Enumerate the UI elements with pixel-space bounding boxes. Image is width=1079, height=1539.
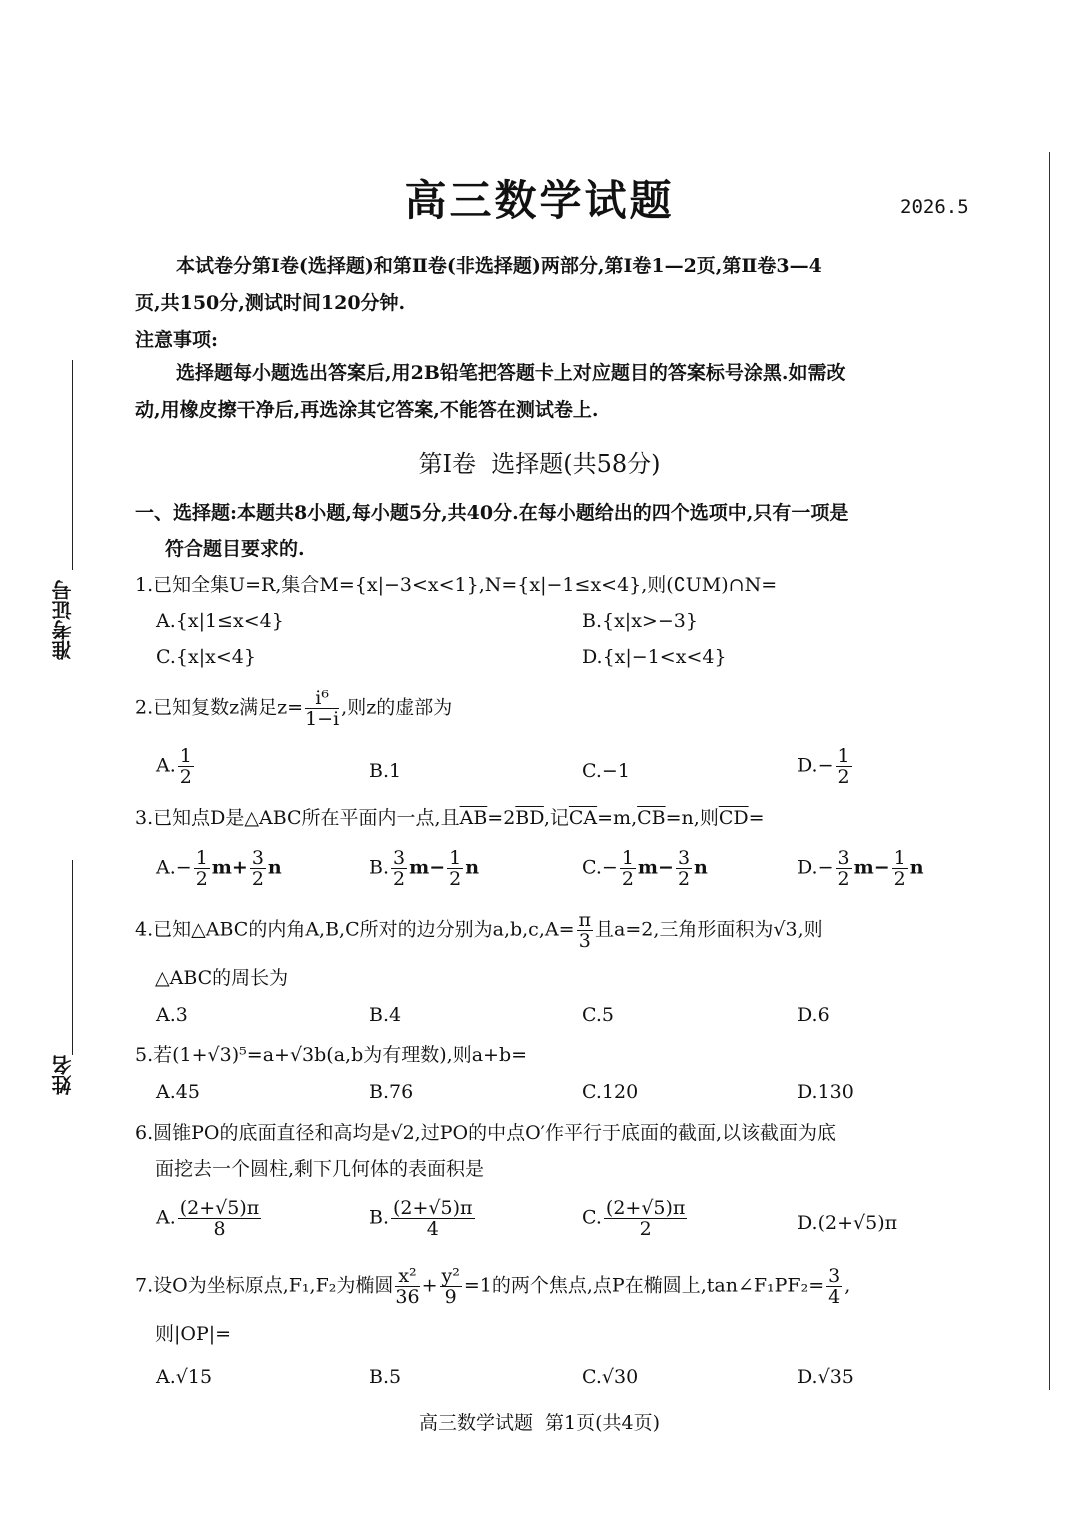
q2-fraction — [305, 688, 339, 729]
q7-stem-b: =1的两个焦点,点P在椭圆上,tan∠F₁PF₂= — [463, 1274, 825, 1297]
notice-title: 注意事项: — [135, 329, 219, 351]
q6-option-c — [582, 1198, 689, 1239]
q3-c-end: n — [694, 856, 708, 879]
q5-option-b: B.76 — [369, 1081, 414, 1103]
name-line — [72, 860, 73, 1055]
q5-option-c: C.120 — [582, 1081, 639, 1103]
q1-stem: 1.已知全集U=R,集合M={x|−3<x<1},N={x|−1≤x<4},则(∁UM)∩N= — [135, 574, 778, 596]
q3-a-end: n — [267, 856, 282, 879]
vector-cd: $\overline{CD}$ — [718, 807, 749, 829]
q4-option-d: D.6 — [797, 1004, 830, 1026]
name-label: 姓名 — [51, 1055, 75, 1095]
q4-stem — [135, 910, 823, 951]
q2-option-b: B.1 — [369, 760, 402, 782]
q1-option-c: C.{x|x<4} — [156, 646, 256, 668]
q4-option-a: A.3 — [156, 1004, 188, 1026]
q2-stem-a: 2.已知复数z满足z= — [135, 696, 304, 719]
q4-stem-a: 4.已知△ABC的内角A,B,C所对的边分别为a,b,c,A= — [135, 918, 575, 941]
q7-plus: + — [421, 1274, 438, 1297]
q2-a-fraction — [178, 746, 194, 787]
exam-no-label: 准考证号 — [51, 580, 75, 660]
q3-option-d — [797, 848, 924, 889]
q3-c-frac2 — [676, 848, 692, 889]
section-title: 第Ⅰ卷 选择题(共58分) — [418, 450, 661, 478]
q6-c-den: 2 — [639, 1218, 652, 1240]
q3-b-d1: 2 — [393, 868, 406, 890]
q7-stem-c: , — [844, 1274, 851, 1297]
q3-mid1: ,记 — [543, 807, 569, 829]
q2-d-fraction — [836, 746, 852, 787]
q3-d-n2: 1 — [893, 847, 906, 869]
q7-option-a: A.√15 — [156, 1366, 213, 1388]
q3-a-d1: 2 — [195, 868, 208, 890]
q7-frac2 — [440, 1266, 462, 1307]
q3-a-n2: 3 — [251, 847, 264, 869]
q4-den: 3 — [578, 930, 591, 952]
q3-option-a — [156, 848, 282, 889]
q3-d-d2: 2 — [893, 868, 906, 890]
q2-d-num: 1 — [837, 745, 850, 767]
q7-d2: 9 — [444, 1286, 457, 1308]
q6-a-num: (2+√5)π — [179, 1197, 260, 1219]
q7-frac3 — [826, 1266, 842, 1307]
q3-c-n2: 3 — [677, 847, 691, 869]
q6-c-label: C. — [582, 1206, 602, 1229]
q2-den: 1−i — [305, 708, 340, 730]
notice-line-2: 动,用橡皮擦干净后,再选涂其它答案,不能答在测试卷上. — [135, 399, 599, 421]
q6-c-num: (2+√5)π — [605, 1197, 686, 1219]
q1-option-b: B.{x|x>−3} — [582, 610, 698, 632]
part1-line-2: 符合题目要求的. — [165, 538, 305, 560]
q5-option-a: A.45 — [156, 1081, 200, 1103]
vector-cb: $\overline{CB}$ — [637, 807, 666, 829]
page-footer: 高三数学试题 第1页(共4页) — [418, 1412, 661, 1434]
q7-d1: 36 — [395, 1286, 420, 1308]
q3-stem-a: 3.已知点D是△ABC所在平面内一点,且 — [135, 807, 460, 829]
q2-option-c: C.−1 — [582, 760, 630, 782]
q3-d-d1: 2 — [837, 868, 850, 890]
q3-b-n2: 1 — [449, 847, 462, 869]
q6-a-fraction — [178, 1198, 262, 1239]
q6-a-label: A. — [156, 1206, 176, 1229]
q4-num: π — [578, 909, 592, 931]
q3-eq3: =n,则 — [665, 807, 719, 829]
q2-stem-b: ,则z的虚部为 — [341, 696, 453, 719]
q4-option-c: C.5 — [582, 1004, 614, 1026]
exam-date: 2026.5 — [900, 196, 969, 218]
q3-option-b — [369, 848, 479, 889]
q2-d-label: D.− — [797, 754, 834, 777]
part1-line-1: 一、选择题:本题共8小题,每小题5分,共40分.在每小题给出的四个选项中,只有一项是 — [135, 502, 849, 524]
q6-option-d: D.(2+√5)π — [797, 1212, 898, 1234]
q3-eq1: =2 — [487, 807, 516, 829]
q3-d-mid: m− — [853, 856, 890, 879]
q3-c-frac1 — [620, 848, 636, 889]
q3-d-end: n — [909, 856, 924, 879]
q6-b-fraction — [391, 1198, 475, 1239]
q3-a-label: A.− — [156, 856, 192, 879]
q3-d-label: D.− — [797, 856, 834, 879]
q3-c-d2: 2 — [677, 868, 691, 890]
q6-option-b — [369, 1198, 477, 1239]
q6-stem-line2: 面挖去一个圆柱,剩下几何体的表面积是 — [155, 1158, 485, 1180]
q7-option-c: C.√30 — [582, 1366, 639, 1388]
q1-option-d: D.{x|−1<x<4} — [582, 646, 727, 668]
q7-n2: y² — [441, 1265, 460, 1287]
q3-eq4: = — [748, 807, 765, 829]
q3-b-n1: 3 — [393, 847, 406, 869]
q7-n1: x² — [395, 1266, 419, 1287]
q4-option-b: B.4 — [369, 1004, 402, 1026]
q3-d-frac1 — [836, 848, 852, 889]
vector-ab: $\overline{AB}$ — [459, 807, 488, 829]
q6-option-a — [156, 1198, 263, 1239]
vector-ca: $\overline{CA}$ — [568, 807, 598, 829]
right-margin-line — [1049, 152, 1050, 1390]
q7-frac1 — [395, 1266, 419, 1307]
q2-option-d — [797, 746, 854, 787]
notice-line-1: 选择题每小题选出答案后,用2B铅笔把答题卡上对应题目的答案标号涂黑.如需改 — [176, 362, 846, 384]
q7-stem-a: 7.设O为坐标原点,F₁,F₂为椭圆 — [135, 1274, 394, 1297]
q3-d-frac2 — [892, 848, 908, 889]
q6-b-num: (2+√5)π — [393, 1197, 473, 1219]
q5-stem: 5.若(1+√3)⁵=a+√3b(a,b为有理数),则a+b= — [135, 1044, 528, 1066]
q4-fraction — [577, 910, 594, 951]
q2-num: i⁶ — [305, 688, 339, 709]
q6-b-den: 4 — [426, 1218, 439, 1240]
q2-option-a — [156, 746, 196, 787]
q2-d-den: 2 — [837, 766, 850, 788]
q2-stem — [135, 688, 452, 729]
q3-b-end: n — [465, 856, 480, 879]
q3-b-d2: 2 — [449, 868, 462, 890]
q4-stem-b: 且a=2,三角形面积为√3,则 — [595, 918, 823, 941]
q3-c-n1: 1 — [621, 847, 634, 869]
q4-stem-line2: △ABC的周长为 — [155, 967, 289, 989]
q5-option-d: D.130 — [797, 1081, 854, 1103]
q7-option-d: D.√35 — [797, 1366, 854, 1388]
q3-a-mid: m+ — [211, 856, 248, 879]
q7-option-b: B.5 — [369, 1366, 402, 1388]
q3-eq2: =m, — [597, 807, 638, 829]
q3-stem — [135, 800, 765, 837]
q6-c-fraction — [604, 1198, 688, 1239]
q6-a-den: 8 — [213, 1218, 226, 1240]
q7-stem-line2: 则|OP|= — [155, 1323, 232, 1345]
q3-option-c — [582, 848, 708, 889]
q3-b-frac1 — [391, 848, 407, 889]
q3-c-label: C.− — [582, 856, 618, 879]
q2-a-den: 2 — [179, 766, 192, 788]
page-title: 高三数学试题 — [404, 176, 675, 225]
q1-option-a: A.{x|1≤x<4} — [156, 610, 284, 632]
q3-b-label: B. — [369, 856, 390, 879]
q6-b-label: B. — [369, 1206, 390, 1229]
q3-d-n1: 3 — [837, 847, 850, 869]
q7-d3: 4 — [828, 1286, 841, 1308]
q7-n3: 3 — [828, 1265, 841, 1287]
q7-stem — [135, 1266, 850, 1307]
q3-b-frac2 — [447, 848, 463, 889]
q3-c-mid: m− — [637, 856, 674, 879]
intro-line-1: 本试卷分第Ⅰ卷(选择题)和第Ⅱ卷(非选择题)两部分,第Ⅰ卷1—2页,第Ⅱ卷3—4 — [176, 255, 822, 277]
q6-stem-line1: 6.圆锥PO的底面直径和高均是√2,过PO的中点O′作平行于底面的截面,以该截面为底 — [135, 1122, 837, 1144]
q2-a-num: 1 — [179, 745, 192, 767]
intro-line-2: 页,共150分,测试时间120分钟. — [135, 292, 406, 314]
q3-a-frac2 — [250, 848, 266, 889]
vector-bd: $\overline{BD}$ — [515, 807, 544, 829]
q3-a-n1: 1 — [195, 847, 208, 869]
q3-a-d2: 2 — [251, 868, 264, 890]
q2-a-label: A. — [156, 754, 176, 777]
q3-c-d1: 2 — [621, 868, 634, 890]
q3-b-mid: m− — [409, 856, 446, 879]
q3-a-frac1 — [194, 848, 210, 889]
